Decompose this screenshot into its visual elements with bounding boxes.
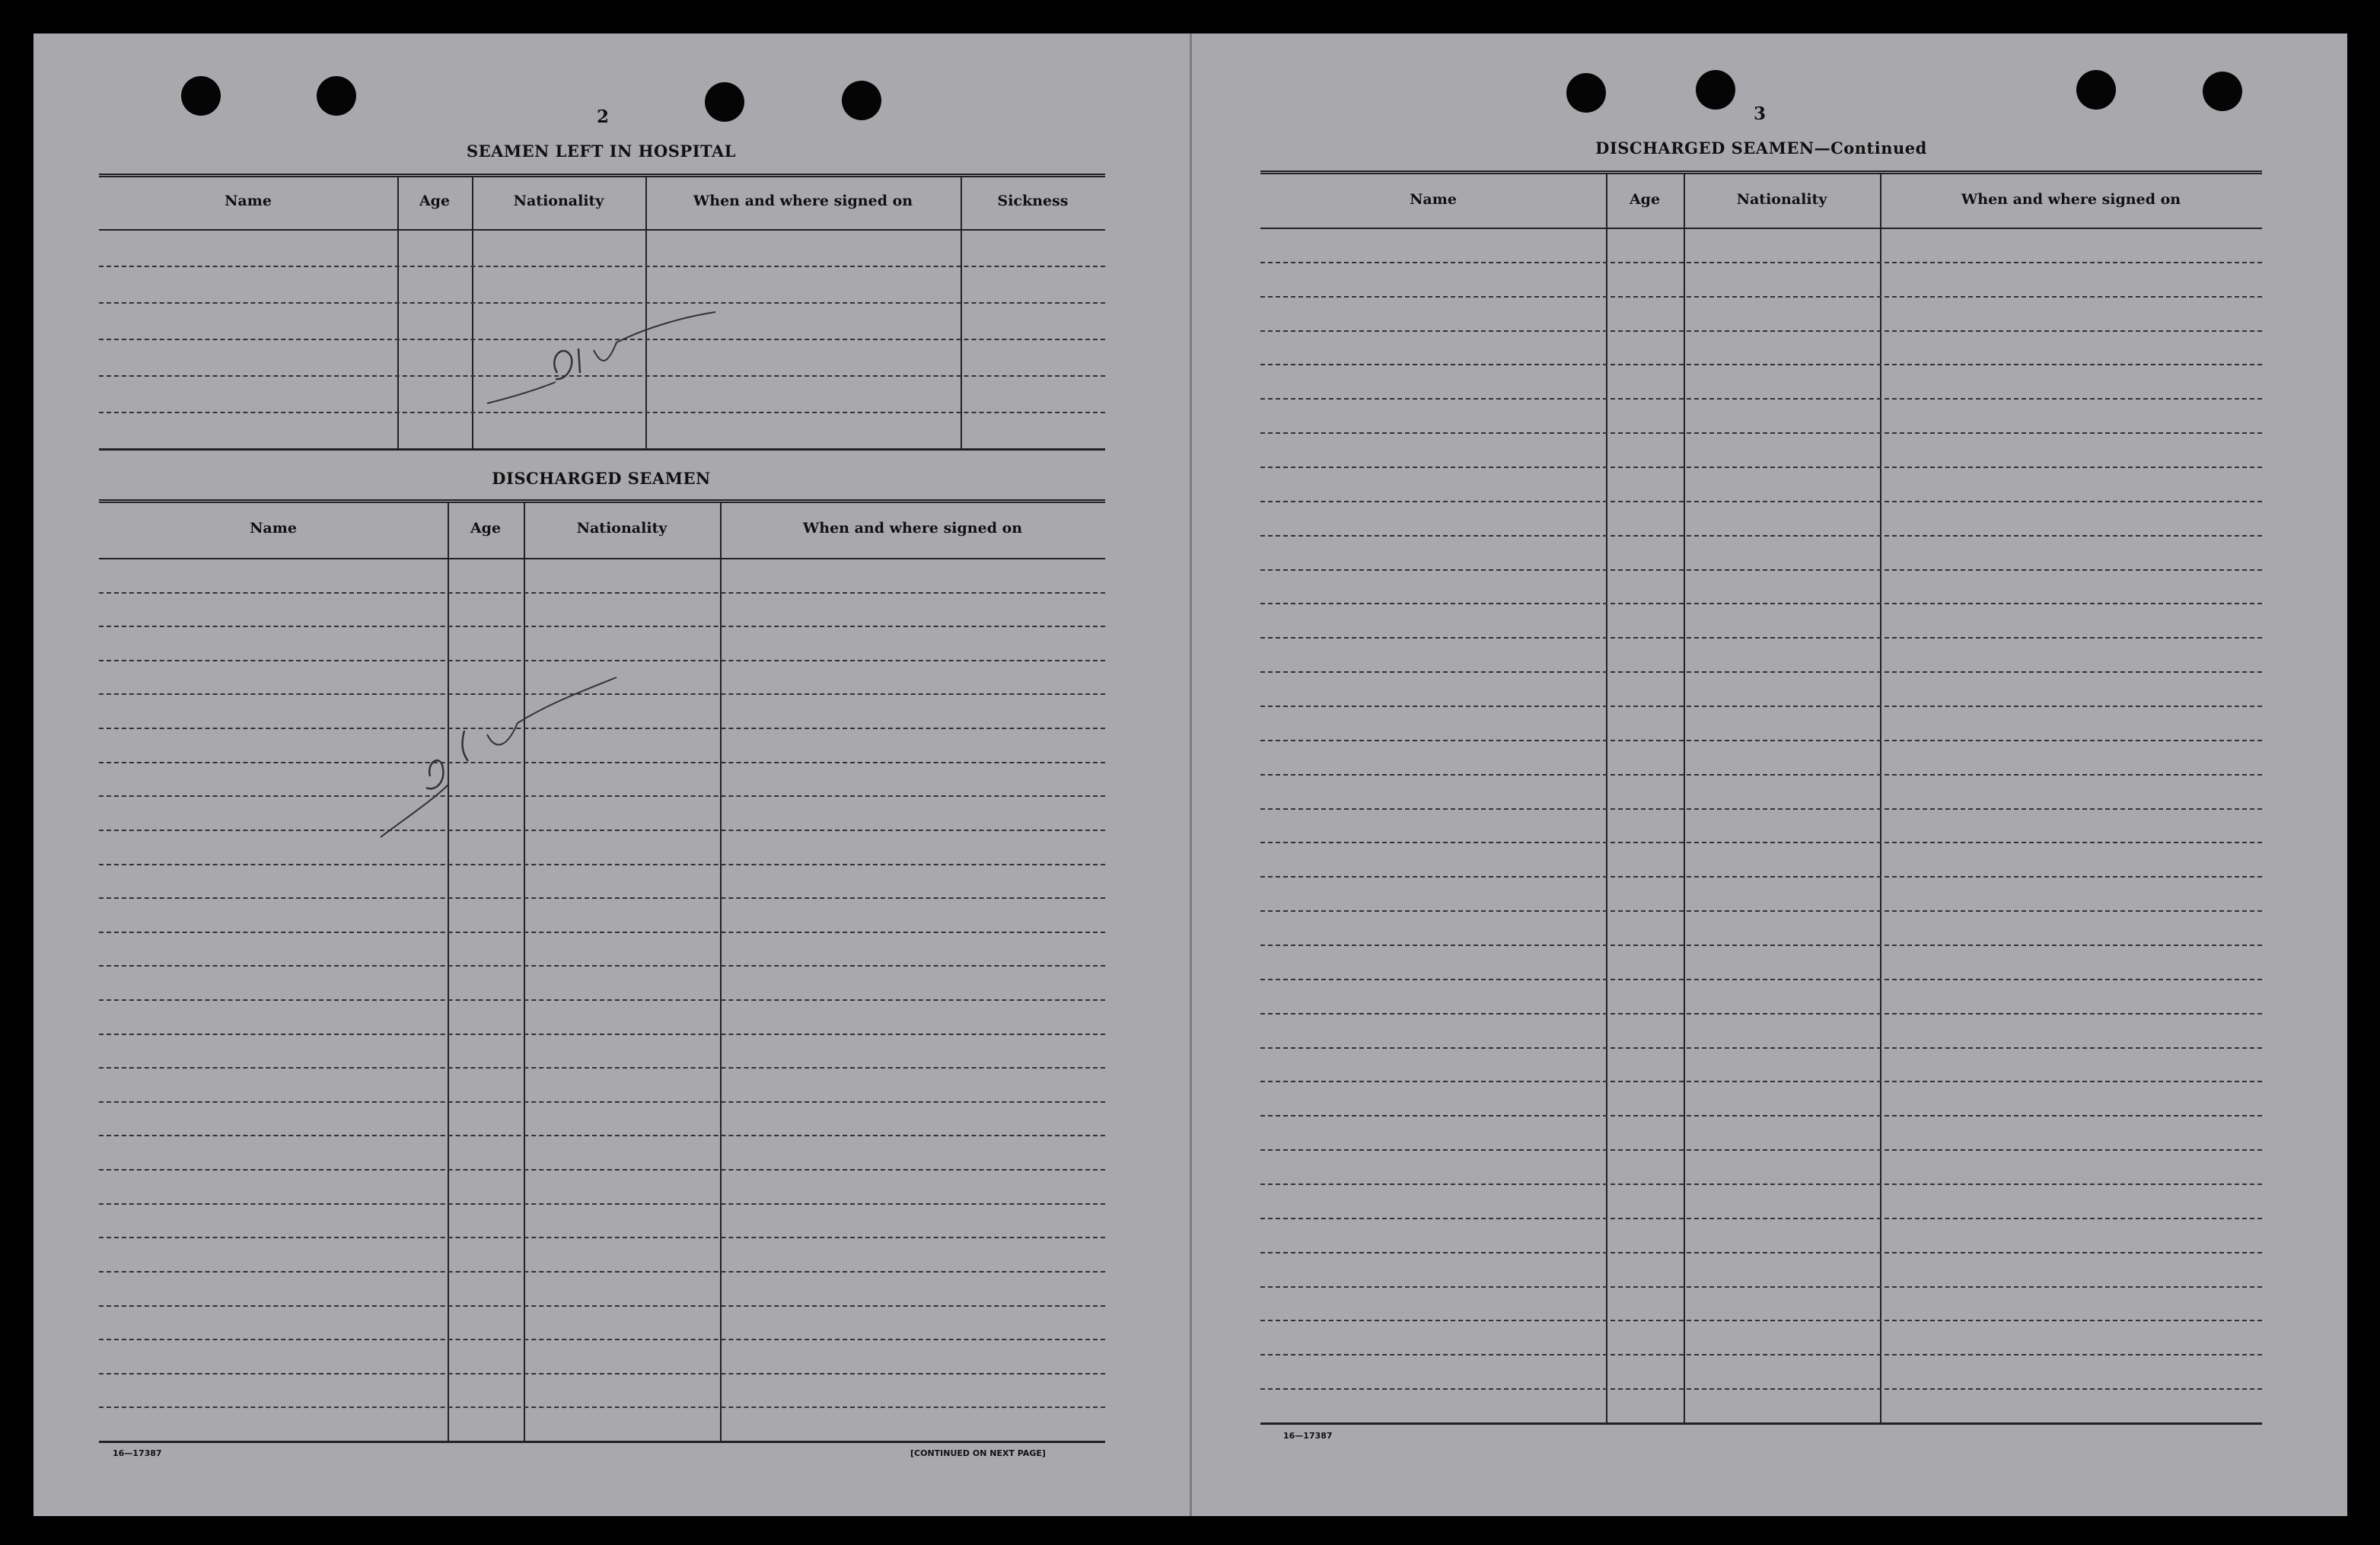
row-rule [1260, 330, 2262, 332]
row-rule [99, 1067, 1105, 1069]
row-rule [1260, 364, 2262, 365]
column-header-name: Name [1410, 191, 1457, 208]
column-header-signed-on: When and where signed on [693, 193, 913, 209]
row-rule [1260, 1115, 2262, 1117]
section-title-discharged-continued [1260, 139, 2262, 158]
row-rule [1260, 1047, 2262, 1049]
row-rule [1260, 535, 2262, 537]
form-number: 16—17387 [1283, 1431, 1333, 1441]
column-header-nationality: Nationality [576, 520, 667, 537]
row-rule [99, 1237, 1105, 1238]
form-number: 16—17387 [113, 1448, 162, 1458]
row-rule [1260, 740, 2262, 741]
row-rule [1260, 808, 2262, 810]
column-header-sickness: Sickness [997, 193, 1069, 209]
row-rule [1260, 1013, 2262, 1015]
row-rule [99, 1135, 1105, 1136]
discharged-table [99, 499, 1105, 1443]
row-rule [99, 999, 1105, 1001]
column-header-age: Age [1629, 191, 1661, 208]
row-rule [1260, 910, 2262, 912]
row-rule [1260, 569, 2262, 571]
row-rule [1260, 1320, 2262, 1321]
punch-hole [2076, 70, 2116, 110]
row-rule [99, 1373, 1105, 1375]
column-header-signed-on: When and where signed on [1961, 191, 2181, 208]
punch-hole [842, 81, 881, 120]
row-rule [1260, 1149, 2262, 1151]
section-title-hospital: SEAMEN LEFT IN HOSPITAL [466, 142, 737, 161]
row-rule [99, 1169, 1105, 1171]
row-rule [99, 1271, 1105, 1273]
section-title-text: DISCHARGED SEAMEN [1595, 139, 1814, 158]
row-rule [1260, 603, 2262, 604]
punch-hole [181, 76, 221, 116]
row-rule [99, 592, 1105, 594]
continued-note: [CONTINUED ON NEXT PAGE] [910, 1448, 1046, 1458]
row-rule [1260, 296, 2262, 298]
row-rule [1260, 467, 2262, 468]
row-rule [99, 626, 1105, 627]
column-header-name: Name [225, 193, 272, 209]
row-rule [1260, 1286, 2262, 1288]
row-rule [99, 266, 1105, 267]
row-rule [99, 1034, 1105, 1035]
punch-hole [1696, 70, 1735, 110]
row-rule [1260, 1252, 2262, 1254]
row-rule [99, 1203, 1105, 1205]
page-fold [1190, 33, 1192, 1516]
row-rule [1260, 1218, 2262, 1219]
row-rule [1260, 432, 2262, 434]
row-rule [99, 1305, 1105, 1307]
row-rule [1260, 1183, 2262, 1185]
row-rule [99, 864, 1105, 865]
row-rule [1260, 979, 2262, 980]
row-rule [1260, 1388, 2262, 1390]
column-header-age: Age [419, 193, 451, 209]
row-rule [1260, 1354, 2262, 1355]
section-title-discharged: DISCHARGED SEAMEN [492, 469, 711, 488]
row-rule [1260, 398, 2262, 400]
row-rule [1260, 774, 2262, 776]
column-header-name: Name [250, 520, 297, 537]
row-rule [1260, 1081, 2262, 1082]
punch-hole [2203, 72, 2242, 111]
row-rule [99, 897, 1105, 899]
row-rule [1260, 842, 2262, 843]
row-rule [1260, 876, 2262, 878]
column-header-nationality: Nationality [1736, 191, 1827, 208]
column-header-age: Age [470, 520, 502, 537]
punch-hole [1566, 73, 1606, 113]
pencil-scribble [472, 297, 731, 419]
row-rule [99, 1406, 1105, 1408]
row-rule [99, 932, 1105, 933]
row-rule [99, 1101, 1105, 1103]
punch-hole [317, 76, 356, 116]
row-rule [1260, 262, 2262, 263]
column-header-signed-on: When and where signed on [802, 520, 1023, 537]
section-title-suffix: —Continued [1814, 139, 1927, 158]
row-rule [1260, 706, 2262, 707]
page-number: 3 [1753, 104, 1766, 124]
discharged-continued-table [1260, 170, 2262, 1425]
row-rule [1260, 671, 2262, 673]
pencil-scribble [373, 662, 632, 845]
punch-hole [705, 82, 744, 122]
row-rule [99, 965, 1105, 967]
row-rule [1260, 501, 2262, 502]
page-number: 2 [596, 107, 609, 127]
row-rule [99, 660, 1105, 661]
column-header-nationality: Nationality [513, 193, 604, 209]
row-rule [1260, 945, 2262, 946]
row-rule [99, 1339, 1105, 1340]
row-rule [1260, 637, 2262, 639]
